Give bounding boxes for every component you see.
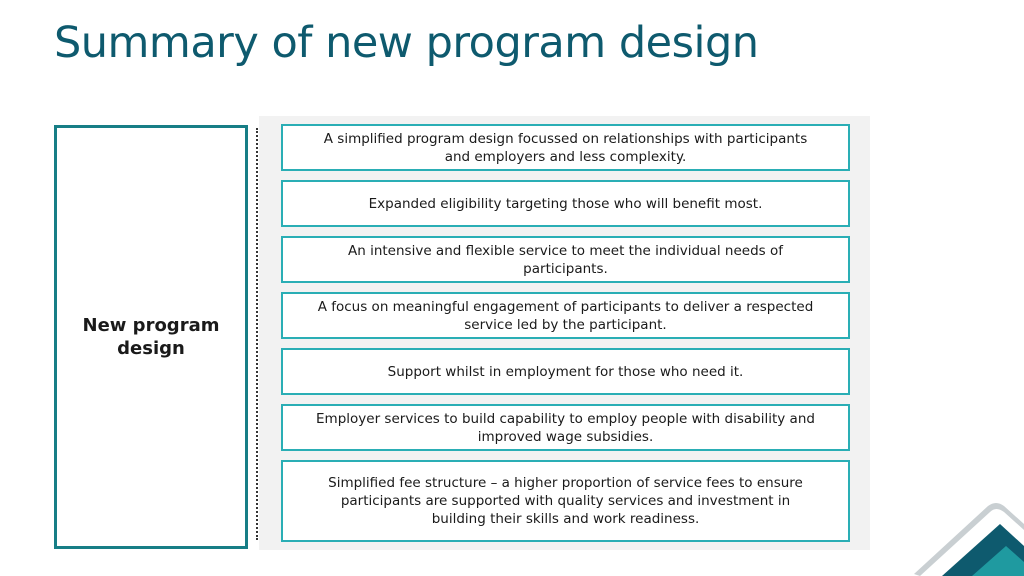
design-item [281, 460, 850, 542]
design-item-text: Expanded eligibility targeting those who will benefit most. [368, 195, 763, 212]
design-item [281, 124, 850, 171]
design-item [281, 292, 850, 339]
design-item-text: Simplified fee structure – a higher proportion of service fees to ensure participants are supported with quality services and investment in building their skills and work readiness. [328, 475, 803, 527]
slide-title: Summary of new program design [54, 18, 759, 68]
left-category-label: New program design [82, 315, 220, 359]
design-item-text: A simplified program design focussed on relationships with participants and employers and less complexity. [323, 130, 808, 165]
design-item [281, 404, 850, 451]
design-item-text: A focus on meaningful engagement of participants to deliver a respected service led by the participant. [317, 298, 814, 333]
design-item [281, 180, 850, 227]
left-category-box [54, 125, 248, 549]
design-item-text: An intensive and flexible service to meet the individual needs of participants. [348, 242, 783, 277]
design-item [281, 236, 850, 283]
dotted-divider [256, 128, 258, 540]
design-item [281, 348, 850, 395]
design-item-text: Employer services to build capability to employ people with disability and improved wage subsidies. [316, 410, 815, 445]
corner-decoration-icon [914, 496, 1024, 576]
design-item-text: Support whilst in employment for those who need it. [387, 363, 744, 380]
